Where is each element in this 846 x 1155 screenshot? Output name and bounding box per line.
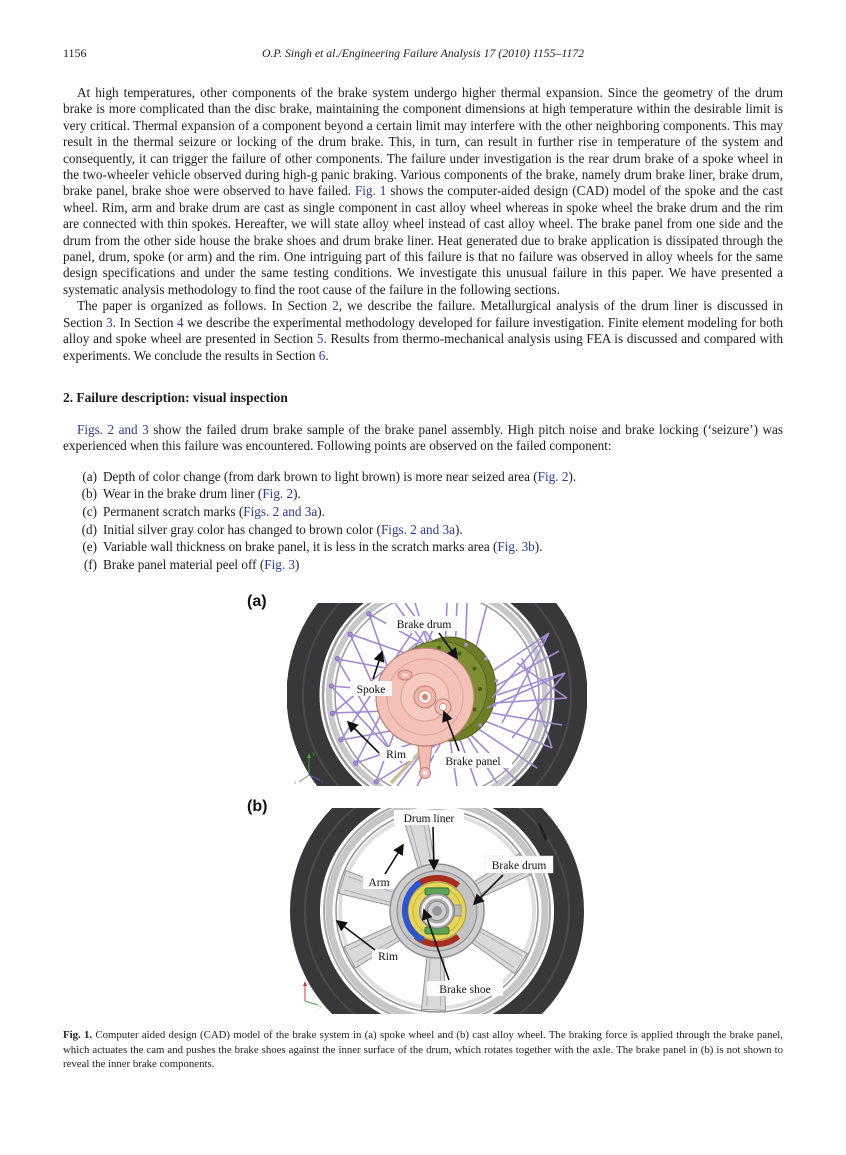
text-segment: we describe the experimental methodology developed for failure investigation. Finite element modeling for both alloy and spoke wheel are presented in Section — [63, 314, 783, 347]
spoke-wheel-image — [287, 603, 587, 786]
list-item-text — [103, 556, 783, 574]
figure-1a-tag: (a) — [247, 593, 267, 611]
figure-1b-tag: (b) — [247, 798, 268, 816]
svg-text:z: z — [321, 780, 324, 786]
list-item — [77, 503, 783, 521]
figure-1b-panel — [247, 798, 587, 1014]
figure-caption-label: Fig. 1. — [63, 1029, 93, 1042]
running-head: O.P. Singh et al./Engineering Failure Analysis 17 (2010) 1155–1172 — [261, 46, 585, 60]
citation-link[interactable]: 6 — [318, 347, 326, 363]
text-segment: shows the computer-aided design (CAD) model of the spoke and the cast wheel. Rim, arm and brake drum are cast as single component in cast alloy wheel whereas in spoke wheel the brake drum and the rim are connected with thin spokes. Hereafter, we will state alloy wheel instead of cast alloy wheel. The brake panel from one side and the drum from the other side house the brake shoes and drum brake liner. Heat generated due to brake application is dissipated through the panel, drum, spoke (or arm) and the rim. One intriguing part of this failure is that no failure was observed in alloy wheels for the same design specifications and under the same testing conditions. We investigate this unusual failure in this paper. We have presented a systematic analysis methodology to find the root cause of the failure in the following sections. — [63, 183, 784, 297]
label-spoke: Spoke — [356, 684, 386, 697]
text-segment: Initial silver gray color has changed to brown color ( — [103, 521, 381, 537]
citation-link[interactable]: Fig. 2 — [537, 468, 569, 484]
text-segment: . In Section — [112, 314, 177, 330]
citation-link[interactable]: 3 — [106, 314, 113, 330]
list-item — [77, 556, 783, 574]
text-segment: ). — [293, 486, 301, 502]
list-item-text — [103, 538, 783, 556]
list-item-label: (f) — [83, 556, 97, 572]
list-item-label: (e) — [82, 539, 97, 555]
text-segment: Variable wall thickness on brake panel, it is less in the scratch marks area ( — [103, 539, 498, 555]
list-item — [77, 468, 783, 486]
list-item — [77, 485, 783, 503]
citation-link[interactable]: 2 — [332, 298, 339, 314]
label-brake-drum: Brake drum — [491, 860, 547, 873]
citation-link[interactable]: Figs. 2 and 3a — [380, 521, 455, 537]
citation-link[interactable]: Figs. 2 and 3a — [243, 503, 318, 519]
label-rim: Rim — [378, 951, 398, 964]
text-segment: ). — [568, 468, 577, 484]
figure-caption — [63, 1028, 783, 1072]
list-item-text — [103, 521, 783, 539]
figure-1 — [63, 593, 783, 1072]
label-brake-panel: Brake panel — [445, 756, 501, 769]
list-item — [77, 538, 783, 556]
citation-link[interactable]: Fig. 3 — [264, 556, 296, 572]
list-item-label: (d) — [81, 521, 97, 537]
citation-link[interactable]: 4 — [177, 314, 184, 330]
citation-link[interactable]: Fig. 3b — [497, 539, 535, 555]
arrow-drum-liner — [433, 827, 434, 869]
text-segment: Depth of color change (from dark brown to light brown) is more near seized area ( — [103, 468, 538, 484]
label-brake-shoe: Brake shoe — [439, 984, 491, 997]
text-segment: At high temperatures, other components of the brake system undergo higher thermal expansion. Since the geometry of the drum brake is more complicated than the disc brake, maintaining the component dimensions at high temperature within the desirable limit is very critical. Thermal expansion of a component beyond a certain limit may interfere with the other neighboring components. This may result in the thermal seizure or locking of the drum brake. This, in turn, can result in further rise in temperature of the system and consequently, it can trigger the failure of other components. The failure under investigation is the rear drum brake of a spoke wheel in the two-wheeler vehicle observed during high-g panic braking. Various components of the brake, namely drum brake liner, brake drum, brake panel, brake shoe were observed to have failed. — [63, 85, 783, 199]
citation-link[interactable]: Fig. 1 — [354, 183, 387, 199]
citation-link[interactable]: Figs. 2 and 3 — [77, 421, 149, 437]
text-segment: , we describe the failure. Metallurgical analysis of the drum liner is discussed in Section — [63, 298, 783, 330]
text-segment: ) — [295, 556, 300, 572]
list-item-text — [103, 485, 783, 503]
text-segment: ). — [317, 503, 325, 519]
text-segment: Brake panel material peel off ( — [103, 556, 265, 572]
text-segment: The paper is organized as follows. In Section — [77, 298, 333, 314]
figure-1a-panel — [247, 593, 587, 787]
observation-list — [63, 468, 783, 574]
label-brake-drum: Brake drum — [396, 619, 452, 632]
paragraph-intro — [63, 85, 783, 298]
list-item-text — [103, 468, 783, 486]
text-segment: . — [325, 347, 329, 363]
paragraph-organization — [63, 298, 783, 364]
page-number: 1156 — [63, 46, 87, 60]
svg-text:x: x — [308, 982, 311, 988]
list-item-label: (c) — [82, 503, 97, 519]
citation-link[interactable]: Fig. 2 — [262, 486, 294, 502]
list-item — [77, 521, 783, 539]
text-segment: ). — [534, 539, 543, 555]
label-arm: Arm — [368, 877, 390, 890]
text-segment: . Results from thermo-mechanical analysis using FEA is discussed and compared with experiments. We conclude the results in Section — [63, 331, 784, 363]
text-segment: Wear in the brake drum liner ( — [103, 486, 263, 502]
text-segment: Permanent scratch marks ( — [103, 503, 244, 519]
paragraph-failure-description — [63, 422, 783, 455]
svg-text:x: x — [294, 781, 297, 787]
svg-text:Y: Y — [312, 753, 316, 759]
page-header — [63, 46, 783, 61]
list-item-label: (a) — [82, 468, 97, 484]
section-heading: 2. Failure description: visual inspection — [63, 389, 288, 405]
label-drum-liner: Drum liner — [403, 813, 455, 826]
text-segment: ). — [454, 521, 463, 537]
citation-link[interactable]: 5 — [316, 331, 324, 347]
text-segment: show the failed drum brake sample of the brake panel assembly. High pitch noise and brake locking (‘seizure’) was experienced when this failure was encountered. Following points are observed on the failed component: — [63, 421, 783, 454]
figure-caption-text: Computer aided design (CAD) model of the brake system in (a) spoke wheel and (b) cast alloy wheel. The braking force is applied through the brake panel, which actuates the cam and pushes the brake shoes against the inner surface of the drum, which rotates together with the axle. The brake panel in (b) is not shown to reveal the inner brake components. — [63, 1029, 783, 1071]
label-rim: Rim — [386, 749, 406, 762]
list-item-label: (b) — [81, 486, 97, 502]
alloy-wheel-image — [287, 808, 587, 1014]
list-item-text — [103, 503, 783, 521]
brake-assembly — [390, 864, 484, 958]
svg-text:y: y — [319, 1005, 322, 1011]
